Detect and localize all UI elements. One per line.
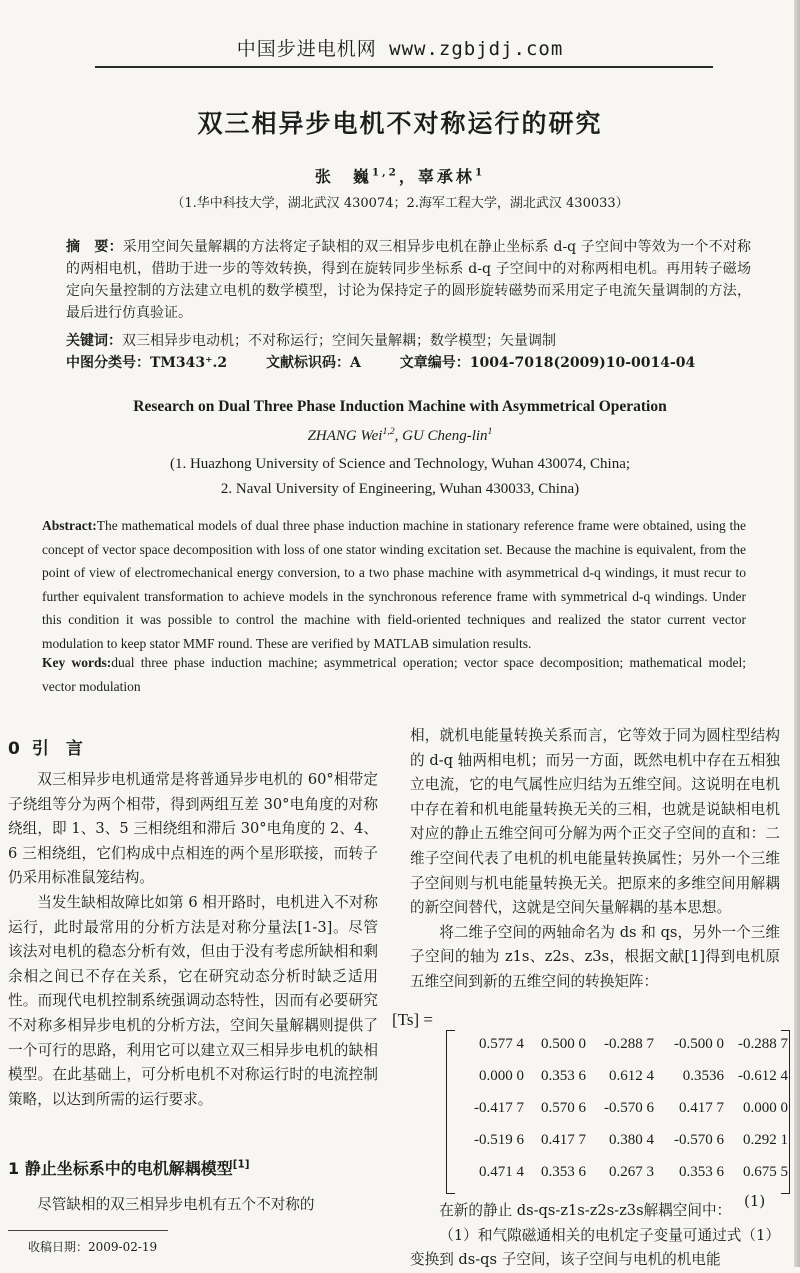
affiliation-en-2: 2. Naval University of Engineering, Wuhan 430033, China) (220, 481, 580, 497)
paragraph: 相，就机电能量转换关系而言，它等效于同为圆柱型结构的 d-q 轴两相电机；而另一方面，既然电机中存在五相独立电流，它的电气属性应归结为五维空间。这说明在电机中存在着和机电能量转换无关的三相，也就是说缺相电机对应的静止五维空间可分解为两个正交子空间的直和：二维子空间代表了电机的机电能量转换属性；另外一个三维子空间则与机电能量转换无关。把原来的多维空间用解耦的新空间替代，这就是空间矢量解耦的基本思想。 (410, 727, 780, 917)
abstract-cn (66, 236, 751, 324)
matrix-cell: 0.353 6 (541, 1164, 586, 1180)
section-1-title: 1 静止坐标系中的电机解耦模型 (8, 1159, 233, 1178)
paragraph: 双三相异步电机通常是将普通异步电机的 60°相带定子绕组等分为两个相带，得到两组互差 30°电角度的对称绕组，即 1、3、5 三相绕组和滞后 30°电角度的 2、4、6 三相绕组，它们构成中点相连的两个星形联接，而转子仍采用标准鼠笼结构。 (8, 771, 378, 887)
author-1-en: ZHANG Wei (307, 428, 383, 444)
received-date: 收稿日期：2009-02-19 (28, 1240, 158, 1254)
header-rule (95, 66, 713, 68)
running-header: 中国步进电机网 www.zgbjdj.com (236, 38, 564, 60)
keywords-cn-text: 双三相异步电动机；不对称运行；空间矢量解耦；数学模型；矢量调制 (122, 333, 556, 349)
classification-line (66, 352, 751, 374)
keywords-en (42, 651, 746, 698)
matrix-cell: 0.000 0 (743, 1100, 788, 1116)
author-separator: ， (398, 167, 418, 186)
affiliation-en-1: (1. Huazhong University of Science and Technology, Wuhan 430074, China; (169, 456, 631, 472)
article-number: 文章编号：1004-7018(2009)10-0014-04 (399, 355, 696, 371)
right-column-body-2 (410, 1199, 780, 1273)
author-1-affil: 1,2 (371, 166, 399, 179)
authors-en (0, 428, 800, 445)
document-code: 文献标识码：A (266, 355, 361, 371)
author-1-en-affil: 1,2 (382, 426, 395, 437)
matrix-row (458, 1068, 788, 1098)
matrix-cell: -0.288 7 (738, 1036, 788, 1052)
matrix-cell: 0.267 3 (609, 1164, 654, 1180)
keywords-en-text: dual three phase induction machine; asymmetrical operation; vector space decomposition; mathematical model; vector modulation (42, 655, 747, 694)
paper-title-en: Research on Dual Three Phase Induction Machine with Asymmetrical Operation (133, 398, 667, 415)
matrix-label: [Ts] = (392, 1010, 433, 1029)
abstract-cn-label: 摘 要： (66, 239, 123, 255)
matrix-cell: -0.570 6 (674, 1132, 724, 1148)
matrix-cell: 0.292 1 (743, 1132, 788, 1148)
matrix-cell: -0.519 6 (474, 1132, 524, 1148)
section-0-heading (8, 734, 83, 759)
matrix-cell: 0.471 4 (479, 1164, 524, 1180)
matrix-cell: 0.500 0 (541, 1036, 586, 1052)
equation-number: (1) (744, 1192, 766, 1210)
abstract-en-label: Abstract: (42, 518, 97, 533)
matrix-cell: 0.417 7 (541, 1132, 586, 1148)
section-1-ref: [1] (232, 1158, 250, 1171)
abstract-en (42, 514, 746, 656)
matrix-cell: 0.612 4 (609, 1068, 654, 1084)
clc-number: 中图分类号：TM343⁺.2 (66, 355, 228, 371)
paragraph: 将二维子空间的两轴命名为 ds 和 qs，另外一个三维子空间的轴为 z1s、z2s、z3s，根据文献[1]得到电机原五维空间到新的五维空间的转换矩阵： (410, 923, 780, 990)
matrix-cell: 0.417 7 (679, 1100, 724, 1116)
keywords-cn-label: 关键词： (66, 333, 122, 349)
paragraph: 当发生缺相故障比如第 6 相开路时，电机进入不对称运行，此时最常用的分析方法是对称分量法[1-3]。尽管该法对电机的稳态分析有效，但由于没有考虑所缺相和剩余相之间已不存在关系，它在研究动态分析时缺乏适用性。而现代电机控制系统强调动态特性，因而有必要研究不对称多相异步电机的分析方法，空间矢量解耦则提供了一个可行的思路，利用它可以建立双三相异步电机的缺相模型。在此基础上，可分析电机不对称运行时的电流控制策略，以达到所需的运行要求。 (8, 893, 378, 1108)
matrix-cell: -0.612 4 (738, 1068, 788, 1084)
matrix-row (458, 1036, 788, 1066)
author-en-separator: , (394, 428, 403, 444)
matrix-cell: 0.000 0 (479, 1068, 524, 1084)
abstract-cn-text: 采用空间矢量解耦的方法将定子缺相的双三相异步电机在静止坐标系 d-q 子空间中等效为一个不对称的两相电机，借助于进一步的等效转换，得到在旋转同步坐标系 d-q 子空间中的对称两相电机。再用转子磁场定向矢量控制的方法建立电机的数学模型，讨论为保持定子的圆形旋转磁势而采用定子电流矢量调制的方法，最后进行仿真验证。 (66, 239, 751, 321)
author-2-affil: 1 (474, 166, 486, 179)
matrix-left-bracket (446, 1030, 455, 1194)
keywords-cn (66, 330, 751, 352)
author-2-en: GU Cheng-lin (402, 428, 488, 444)
author-2: 辜承林 (417, 167, 475, 186)
matrix-row (458, 1164, 788, 1194)
left-column-body-2 (8, 1193, 378, 1218)
authors (0, 164, 800, 187)
paragraph: 尽管缺相的双三相异步电机有五个不对称的 (37, 1196, 315, 1213)
paragraph: （1）和气隙磁通相关的电机定子变量可通过式（1）变换到 ds-qs 子空间，该子空间与电机的机电能 (410, 1226, 780, 1269)
matrix-cell: 0.353 6 (679, 1164, 724, 1180)
paper-title: 双三相异步电机不对称运行的研究 (197, 109, 603, 138)
page-edge-shadow (794, 0, 800, 1267)
transform-matrix (446, 1030, 790, 1192)
matrix-cell: 0.380 4 (609, 1132, 654, 1148)
section-0-number: 0 (8, 739, 20, 759)
matrix-cell: -0.500 0 (674, 1036, 724, 1052)
left-column-body (8, 768, 378, 1112)
keywords-en-label: Key words: (42, 655, 112, 670)
affiliations: （1.华中科技大学，湖北武汉 430074；2.海军工程大学，湖北武汉 430033） (171, 196, 629, 211)
matrix-cell: -0.288 7 (604, 1036, 654, 1052)
author-2-en-affil: 1 (487, 426, 493, 437)
abstract-en-text: The mathematical models of dual three phase induction machine in stationary reference frame were obtained, using the concept of vector space decomposition with loss of one stator winding excitation set. Because the machine is equivalent, from the point of view of electromechanical energy conversion, to a two phase machine with asymmetrical d-q windings, it must recur to further equivalent transformation to achieve models in the synchronous reference frame with symmetrical d-q windings. Under this condition it was possible to control the machine with field-oriented techniques and realized the stator current vector modulation to keep stator MMF round. These are verified by MATLAB simulation results. (42, 518, 746, 651)
matrix-cell: -0.417 7 (474, 1100, 524, 1116)
matrix-cell: 0.675 5 (743, 1164, 788, 1180)
matrix-row (458, 1132, 788, 1162)
footnote-rule (8, 1230, 168, 1231)
section-0-title: 引 言 (31, 739, 83, 759)
matrix-cell: -0.570 6 (604, 1100, 654, 1116)
matrix-cell: 0.353 6 (541, 1068, 586, 1084)
matrix-cell: 0.570 6 (541, 1100, 586, 1116)
author-1: 张 巍 (314, 167, 372, 186)
matrix-row (458, 1100, 788, 1130)
matrix-cell: 0.3536 (682, 1068, 724, 1084)
matrix-cell: 0.577 4 (479, 1036, 524, 1052)
right-column-body (410, 724, 780, 995)
paragraph: 在新的静止 ds-qs-z1s-z2s-z3s解耦空间中： (439, 1202, 732, 1219)
section-1-heading (8, 1156, 249, 1179)
